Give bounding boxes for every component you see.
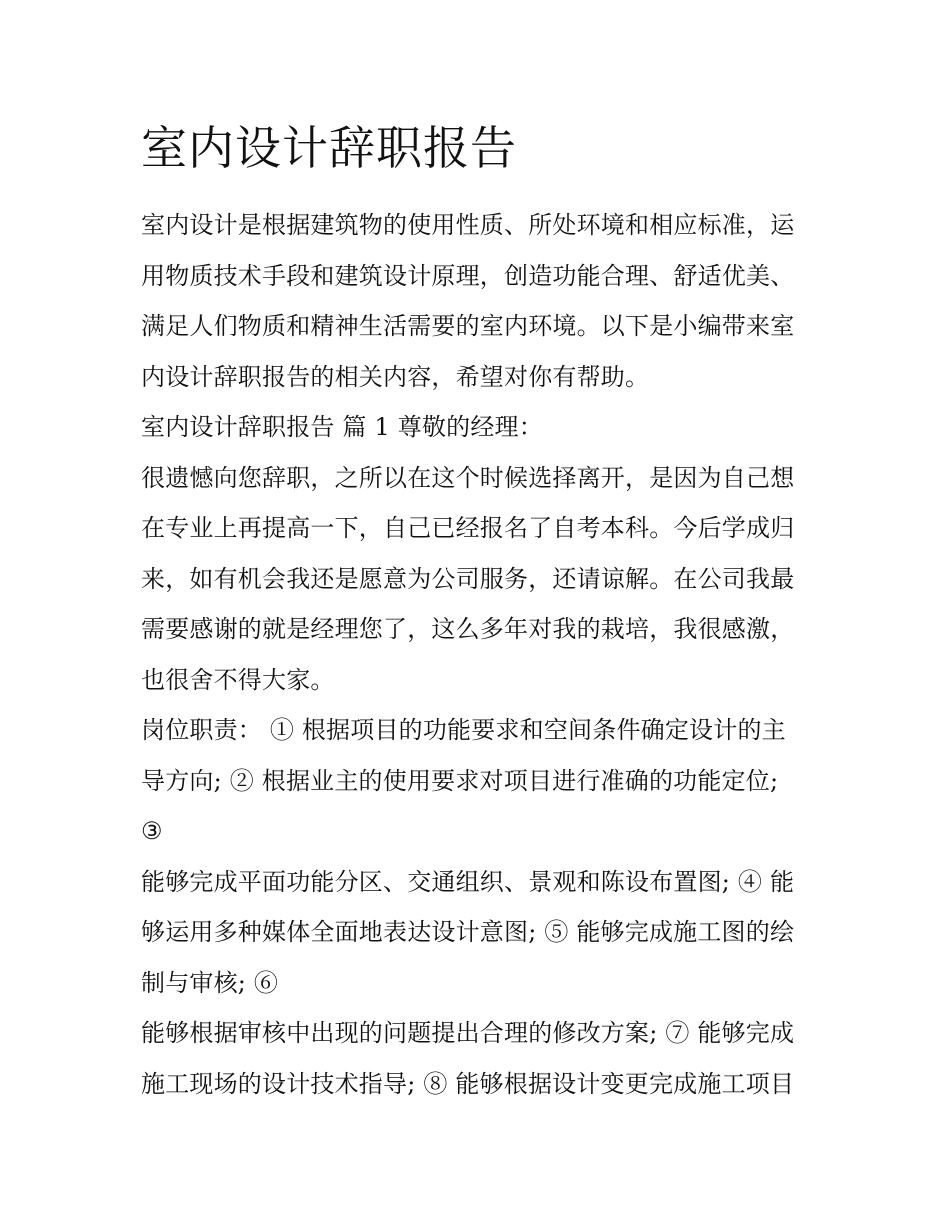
document-content (141, 112, 813, 1109)
text-line: 室内设计是根据建筑物的使用性质、所处环境和相应标准，运 (141, 211, 795, 239)
text-line: 能够完成平面功能分区、交通组织、景观和陈设布置图; ④ 能 (141, 867, 795, 896)
document-title: 室内设计辞职报告 (141, 121, 517, 175)
text-line: 用物质技术手段和建筑设计原理，创造功能合理、舒适优美、 (141, 261, 795, 290)
text-line: 也很舍不得大家。 (141, 665, 335, 694)
resignation-paragraph (141, 453, 813, 706)
section-heading-paragraph (141, 402, 813, 453)
text-line: 来，如有机会我还是愿意为公司服务，还请谅解。在公司我最 (141, 564, 795, 593)
text-line: 内设计辞职报告的相关内容，希望对你有帮助。 (141, 362, 650, 391)
text-line: 在专业上再提高一下，自己已经报名了自考本科。今后学成归 (141, 514, 795, 542)
text-line: 制与审核; ⑥ (141, 968, 279, 997)
text-line: 很遗憾向您辞职，之所以在这个时候选择离开，是因为自己想 (141, 463, 795, 492)
text-line: ③ (141, 817, 163, 845)
text-line: 满足人们物质和精神生活需要的室内环境。以下是小编带来室 (141, 312, 795, 340)
text-line: 导方向; ② 根据业主的使用要求对项目进行准确的功能定位; (141, 766, 779, 795)
text-line: 岗位职责： ① 根据项目的功能要求和空间条件确定设计的主 (141, 716, 786, 744)
text-line: 需要感谢的就是经理您了，这么多年对我的栽培，我很感激， (141, 615, 795, 643)
duties-paragraph-3 (141, 1008, 813, 1109)
intro-paragraph (141, 200, 813, 402)
duties-paragraph-2 (141, 857, 813, 1009)
text-line: 能够根据审核中出现的问题提出合理的修改方案; ⑦ 能够完成 (141, 1019, 795, 1047)
text-line: 够运用多种媒体全面地表达设计意图; ⑤ 能够完成施工图的绘 (141, 918, 795, 946)
text-line: 室内设计辞职报告 篇 1 尊敬的经理： (141, 413, 543, 441)
duties-paragraph-1 (141, 705, 813, 857)
text-line: 施工现场的设计技术指导; ⑧ 能够根据设计变更完成施工项目 (141, 1069, 795, 1098)
